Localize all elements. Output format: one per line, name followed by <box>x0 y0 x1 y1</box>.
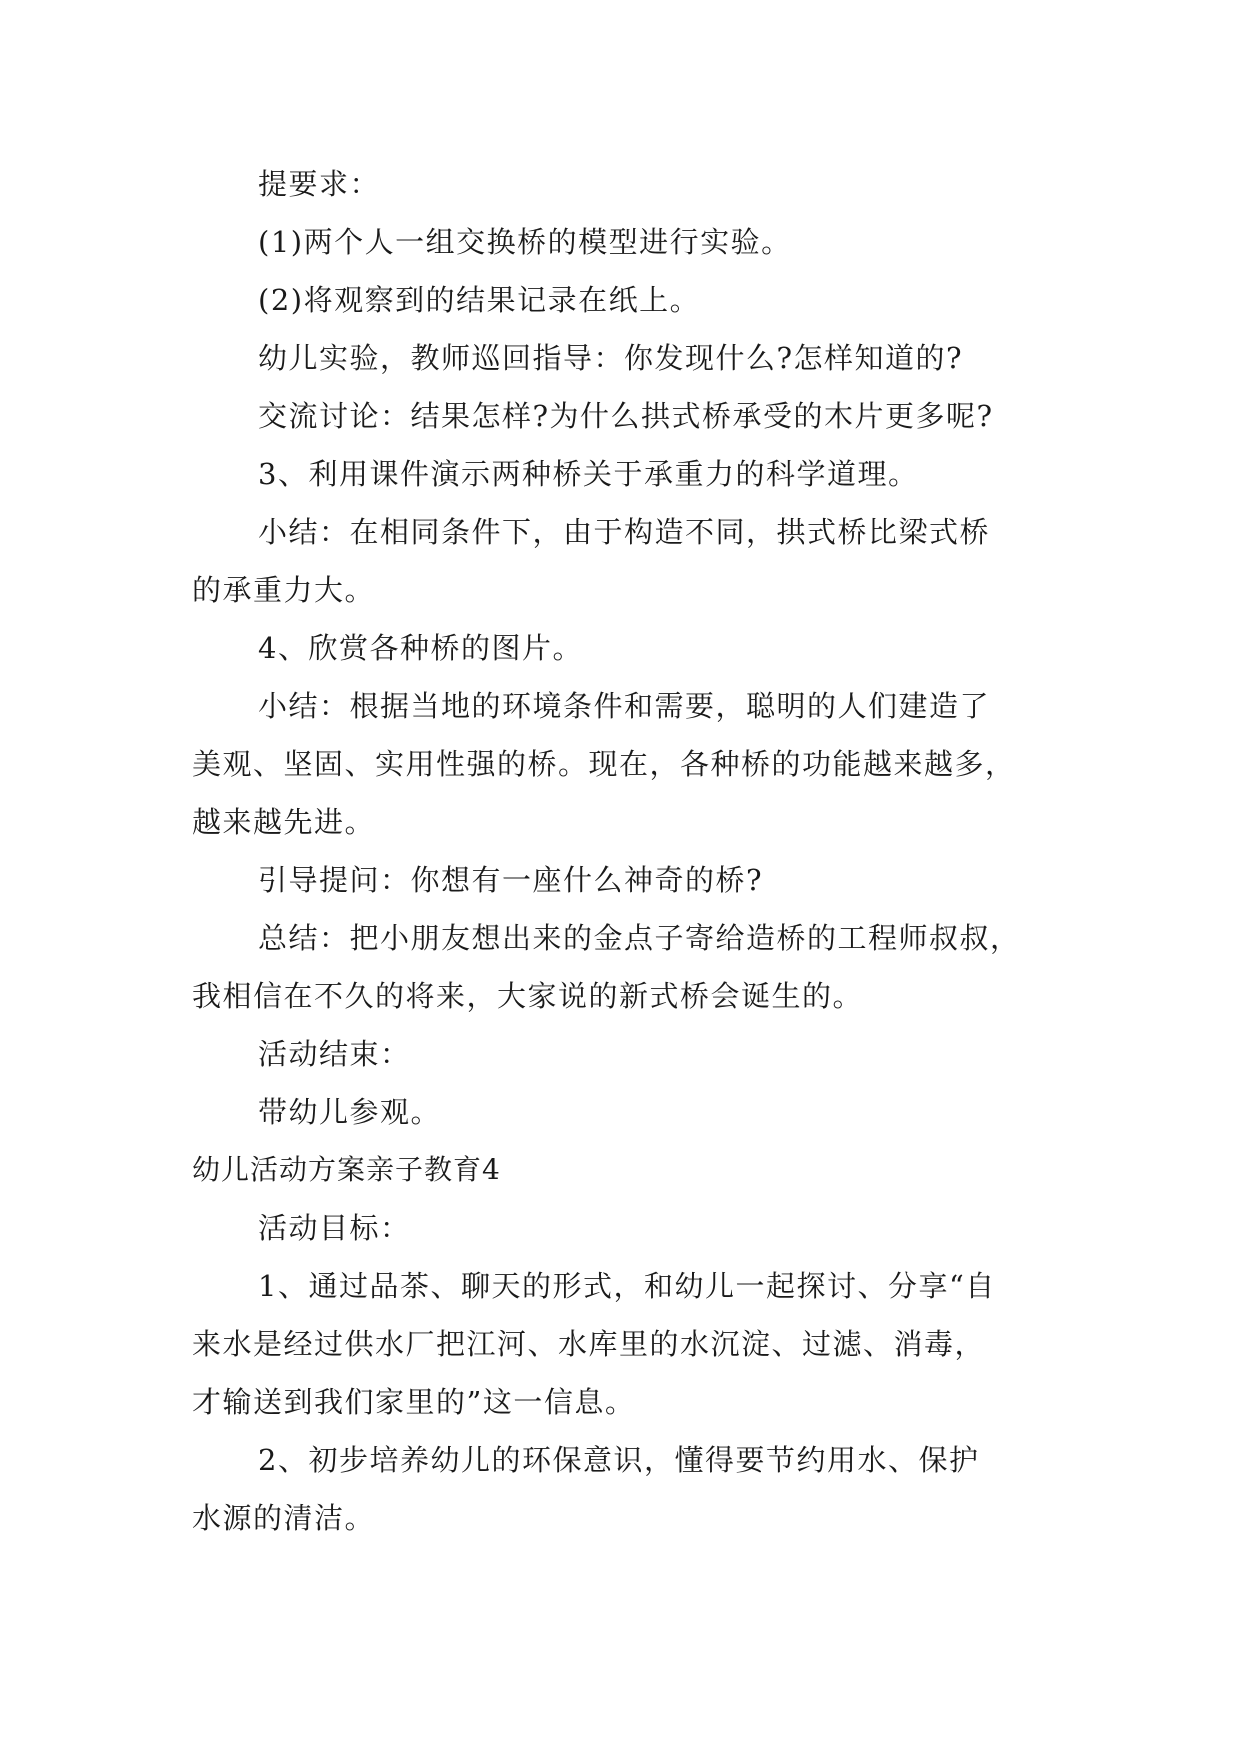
paragraph-line: 3、利用课件演示两种桥关于承重力的科学道理。 <box>258 457 919 491</box>
paragraph-line: 小结：在相同条件下，由于构造不同，拱式桥比梁式桥 <box>258 515 991 549</box>
paragraph-line: 交流讨论：结果怎样?为什么拱式桥承受的木片更多呢? <box>258 399 994 433</box>
paragraph-line: 的承重力大。 <box>192 573 376 607</box>
paragraph-line: 美观、坚固、实用性强的桥。现在，各种桥的功能越来越多， <box>192 747 1016 781</box>
paragraph-line: (2)将观察到的结果记录在纸上。 <box>258 283 701 317</box>
paragraph-line: 我相信在不久的将来，大家说的新式桥会诞生的。 <box>192 979 864 1013</box>
paragraph-line: 2、初步培养幼儿的环保意识，懂得要节约用水、保护 <box>258 1443 980 1477</box>
paragraph-line: 活动目标： <box>258 1211 411 1245</box>
paragraph-line: 提要求： <box>258 167 381 201</box>
paragraph-line: 活动结束： <box>258 1037 411 1071</box>
paragraph-line: 引导提问：你想有一座什么神奇的桥? <box>258 863 764 897</box>
paragraph-line: 才输送到我们家里的”这一信息。 <box>192 1385 636 1419</box>
paragraph-line: 1、通过品茶、聊天的形式，和幼儿一起探讨、分享“自 <box>258 1269 996 1303</box>
section-heading: 幼儿活动方案亲子教育4 <box>192 1153 501 1186</box>
paragraph-line: 小结：根据当地的环境条件和需要，聪明的人们建造了 <box>258 689 991 723</box>
paragraph-line: 幼儿实验，教师巡回指导：你发现什么?怎样知道的? <box>258 341 964 375</box>
paragraph-line: 总结：把小朋友想出来的金点子寄给造桥的工程师叔叔， <box>258 921 1021 955</box>
paragraph-line: 越来越先进。 <box>192 805 376 839</box>
paragraph-line: (1)两个人一组交换桥的模型进行实验。 <box>258 225 792 259</box>
paragraph-line: 来水是经过供水厂把江河、水库里的水沉淀、过滤、消毒， <box>192 1327 986 1361</box>
paragraph-line: 带幼儿参观。 <box>258 1095 442 1129</box>
paragraph-line: 4、欣赏各种桥的图片。 <box>258 631 583 665</box>
paragraph-line: 水源的清洁。 <box>192 1501 376 1535</box>
